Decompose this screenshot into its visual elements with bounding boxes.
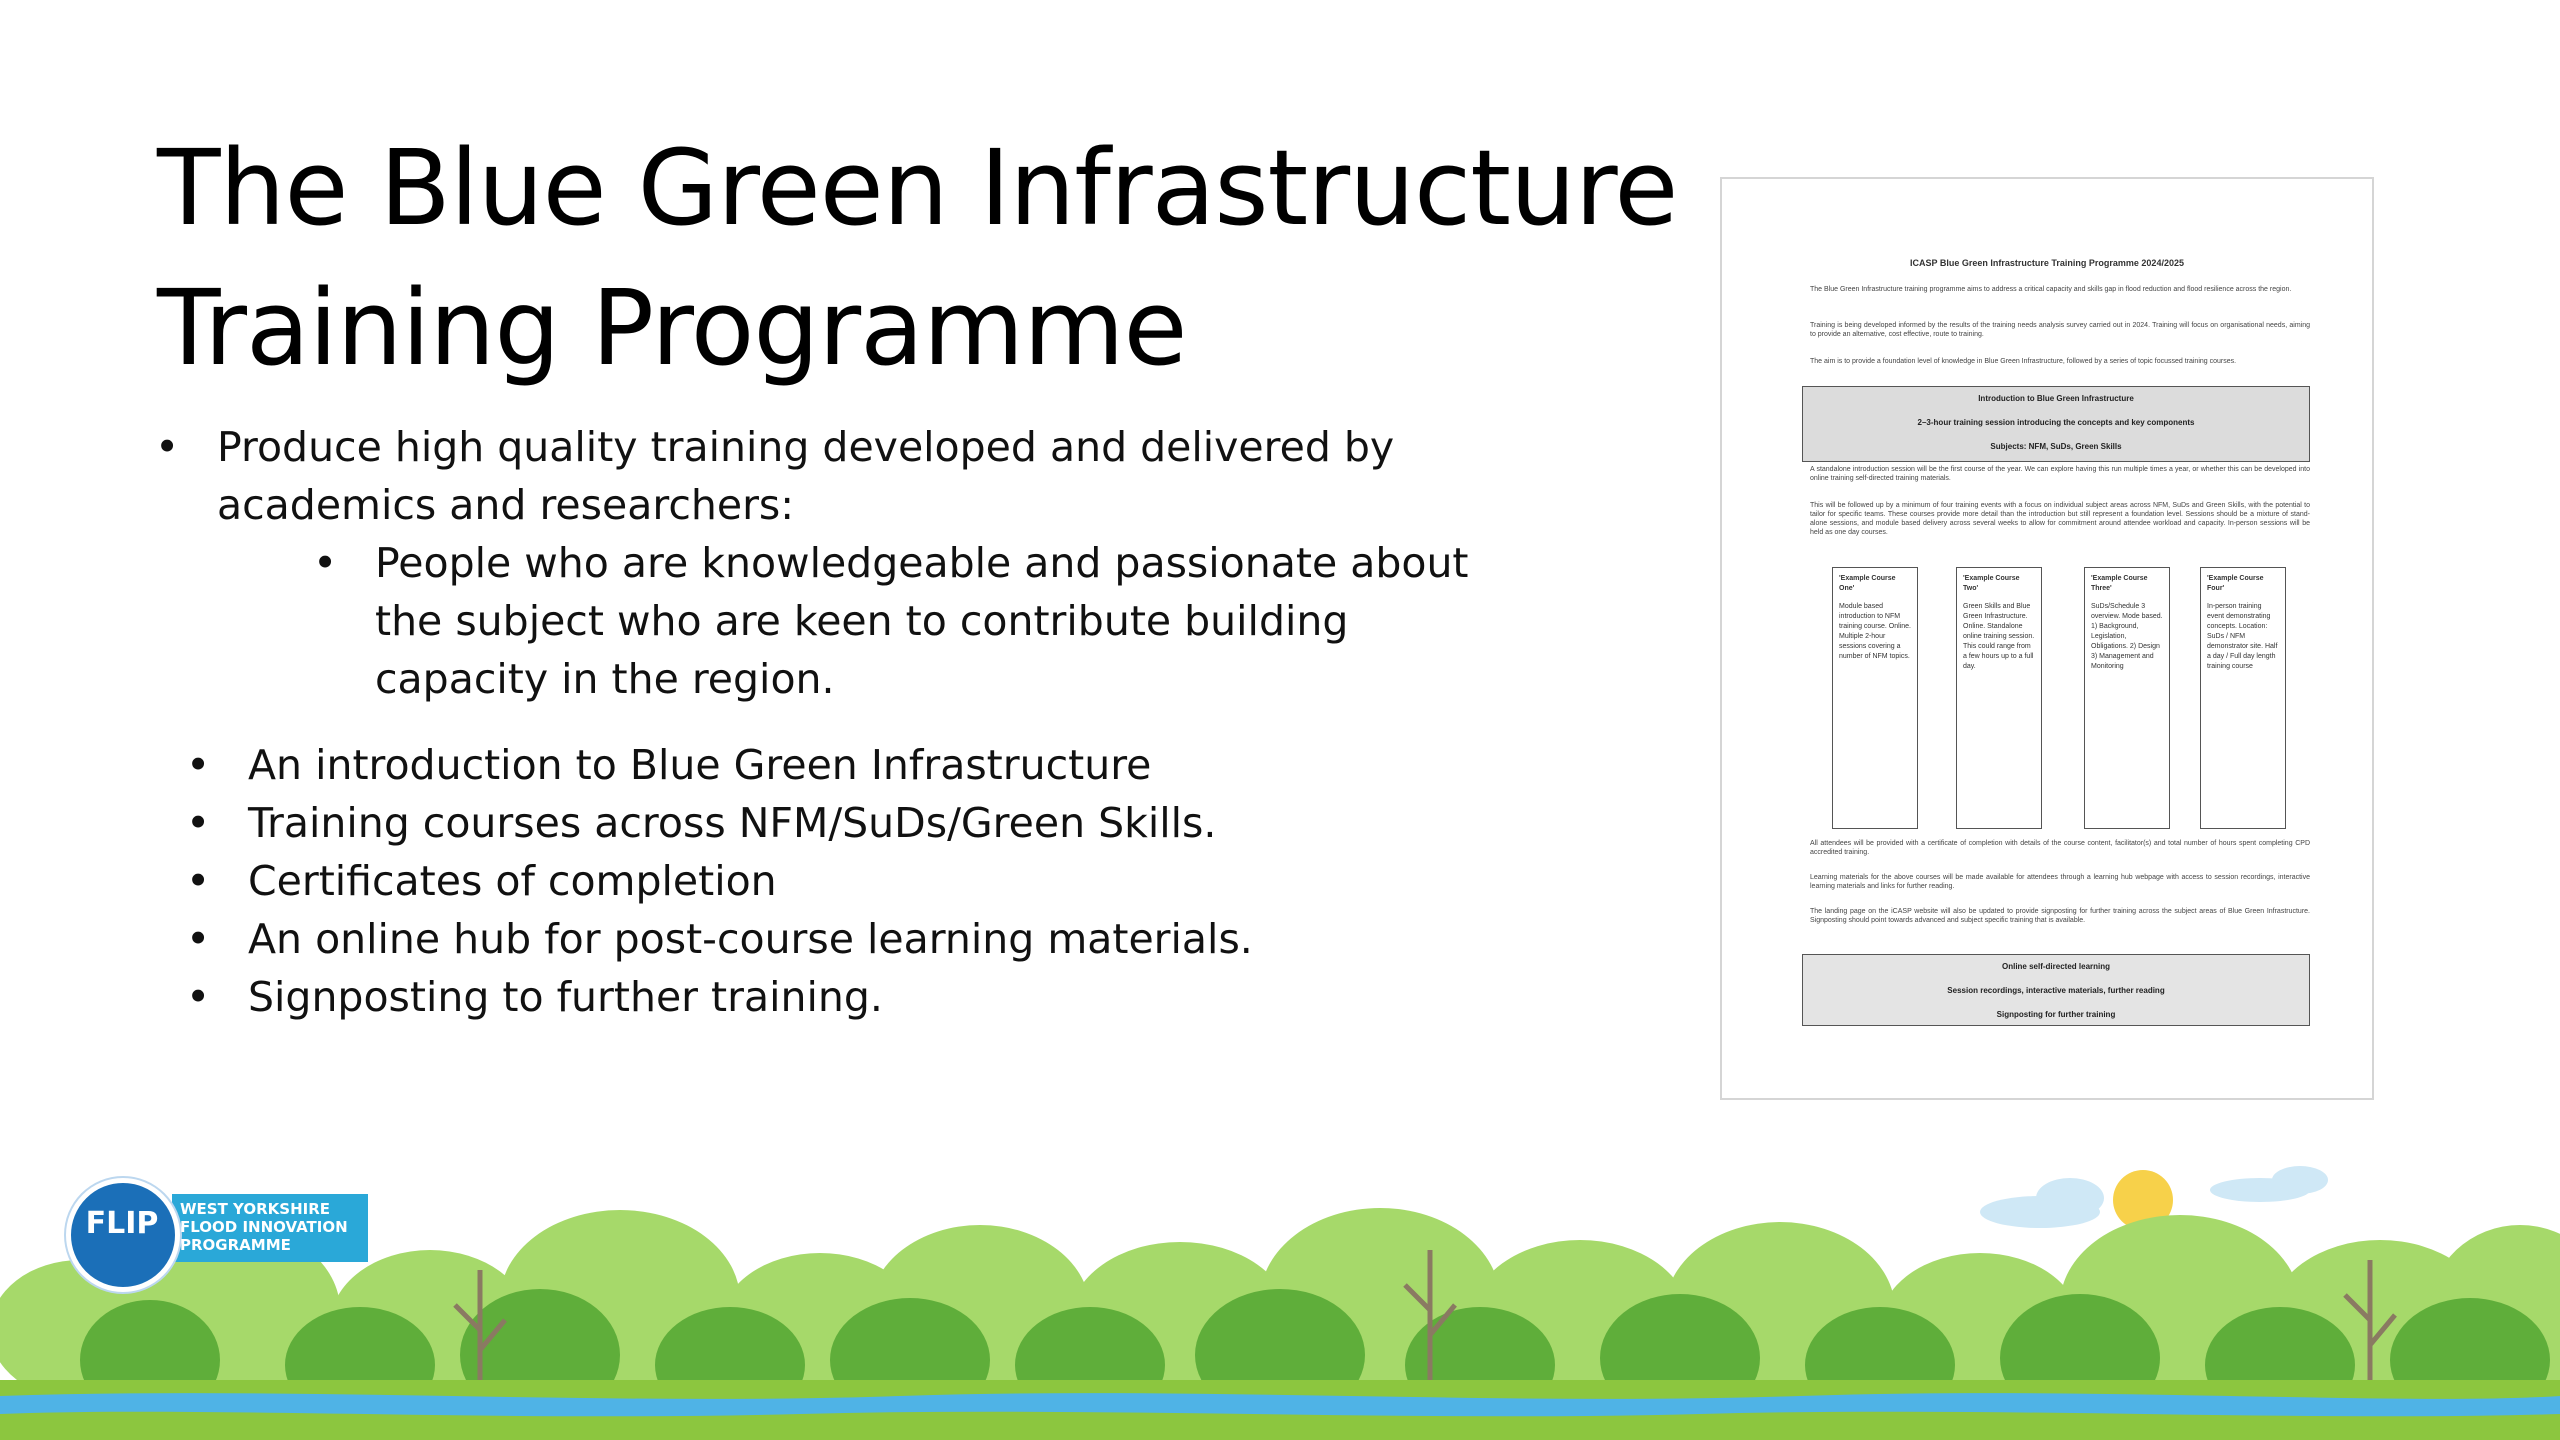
bullet-text: Produce high quality training developed and delivered by academics and researchers: xyxy=(217,423,1395,529)
course-body: Green Skills and Blue Green Infrastructure. Online. Standalone online training session. This could range from a few hours up to a full day. xyxy=(1963,603,2035,670)
logo-line-2: FLOOD INNOVATION xyxy=(180,1218,348,1236)
course-box xyxy=(2200,567,2286,829)
document-title: ICASP Blue Green Infrastructure Training Programme 2024/2025 xyxy=(1910,258,2184,268)
document-paragraph: All attendees will be provided with a certificate of completion with details of the course content, facilitator(s) and total number of hours spent completing CPD accredited training. xyxy=(1810,840,2310,856)
primary-bullet-list xyxy=(155,418,1469,708)
document-paragraph: The landing page on the iCASP website will also be updated to provide signposting for further training across the subject areas of Blue Green Infrastructure. Signposting should point towards advanced and subject specific training that is available. xyxy=(1810,908,2310,924)
sub-bullet-item xyxy=(313,534,1525,708)
document-paragraph: Training is being developed informed by the results of the training needs analysis survey carried out in 2024. Training will focus on organisational needs, aiming to provide an alternative, cost effective, route to training. xyxy=(1810,322,2310,338)
online-box-line: Online self-directed learning xyxy=(2001,962,2111,971)
landscape-illustration xyxy=(0,1160,2560,1440)
document-paragraph: The Blue Green Infrastructure training programme aims to address a critical capacity and skills gap in flood reduction and flood resilience across the region. xyxy=(1810,286,2292,293)
online-box xyxy=(1802,954,2310,1026)
course-heading: 'Example Course One' xyxy=(1839,575,1896,592)
document-paragraph: This will be followed up by a minimum of four training events with a focus on individual subject areas across NFM, SuDs and Green Skills, with the potential to tailor for specific teams. These courses provide more detail than the introduction but still represent a foundation level. Sessions should be a mixture of stand-alone sessions, and module based delivery across several weeks to allow for commitment around attendee workload and capacity. In-person sessions will be held as one day courses. xyxy=(1810,502,2310,536)
bullet-item: • An online hub for post-course learning materials. xyxy=(186,910,1486,968)
intro-box xyxy=(1802,386,2310,462)
river xyxy=(0,1393,2560,1416)
course-box xyxy=(2084,567,2170,829)
sub-bullet-text: People who are knowledgeable and passionate about the subject who are keen to contribute building capacity in the region. xyxy=(375,539,1469,703)
intro-box-line: Introduction to Blue Green Infrastructure xyxy=(1978,394,2134,403)
course-body: Module based introduction to NFM training course. Online. Multiple 2-hour sessions covering a number of NFM topics. xyxy=(1839,603,1911,660)
logo-line-3: PROGRAMME xyxy=(180,1236,291,1254)
logo-line-1: WEST YORKSHIRE xyxy=(180,1200,331,1218)
course-heading: 'Example Course Four' xyxy=(2207,575,2264,592)
course-box xyxy=(1956,567,2042,829)
intro-box-line: Subjects: NFM, SuDs, Green Skills xyxy=(1990,442,2122,451)
online-box-line: Signposting for further training xyxy=(1996,1010,2116,1019)
course-heading: 'Example Course Three' xyxy=(2091,575,2148,592)
logo-wordmark xyxy=(180,1200,348,1254)
intro-box-line: 2–3-hour training session introducing the concepts and key components xyxy=(1917,418,2195,427)
online-box-line: Session recordings, interactive materials, further reading xyxy=(1947,986,2165,995)
flip-logo xyxy=(60,1172,380,1292)
title-line-1: The Blue Green Infrastructure xyxy=(157,127,1678,249)
sub-bullet-list xyxy=(217,534,1469,708)
bullet-item xyxy=(155,418,1469,708)
bullet-item: • Signposting to further training. xyxy=(186,968,1486,1026)
course-box xyxy=(1832,567,1918,829)
slide-title xyxy=(157,118,1717,398)
title-line-2: Training Programme xyxy=(157,267,1187,389)
logo-mark: FLIP xyxy=(85,1206,159,1241)
document-paragraph: Learning materials for the above courses will be made available for attendees through a learning hub webpage with access to session recordings, interactive learning materials and links for further reading. xyxy=(1810,874,2310,890)
course-heading: 'Example Course Two' xyxy=(1963,575,2020,592)
bullet-item: • Training courses across NFM/SuDs/Green Skills. xyxy=(186,794,1486,852)
document-paragraph: The aim is to provide a foundation level of knowledge in Blue Green Infrastructure, followed by a series of topic focussed training courses. xyxy=(1810,358,2237,365)
bullet-item: • An introduction to Blue Green Infrastructure xyxy=(186,736,1486,794)
course-body: In-person training event demonstrating concepts. Location: SuDs / NFM demonstrator site. Half a day / Full day length training course xyxy=(2207,603,2278,670)
feature-bullet-list xyxy=(186,736,1486,1026)
bullet-item: • Certificates of completion xyxy=(186,852,1486,910)
course-body: SuDs/Schedule 3 overview. Mode based. 1) Background, Legislation, Obligations. 2) Design 3) Management and Monitoring xyxy=(2091,603,2163,670)
document-thumbnail xyxy=(1720,177,2374,1100)
document-paragraph: A standalone introduction session will be the first course of the year. We can explore having this run multiple times a year, or whether this can be developed into online training self-directed training materials. xyxy=(1810,466,2310,482)
